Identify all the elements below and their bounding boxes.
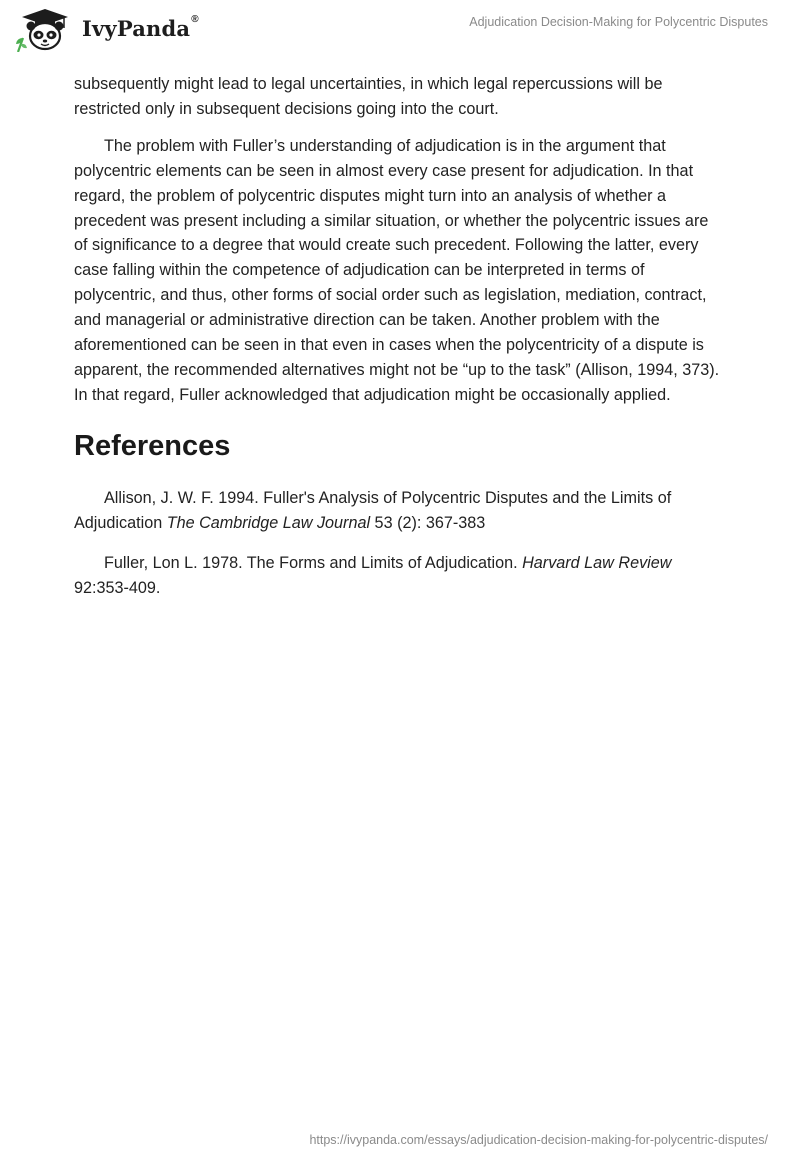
reference-text: Allison, J. W. F. 1994. Fuller's Analysis of Polycentric Disputes and the Limits of Adjudication [74,488,672,532]
page-header [0,0,800,62]
references-heading: References [74,429,231,462]
reference-text: Fuller, Lon L. 1978. The Forms and Limits of Adjudication. [104,553,523,572]
reference-item [74,486,724,536]
body-paragraph: subsequently might lead to legal uncertainties, in which legal repercussions will be restricted only in subsequent decisions going into the court. [74,75,663,118]
body-paragraph: The problem with Fuller’s understanding of adjudication is in the argument that polycentric elements can be seen in almost every case present for adjudication. In that regard, the problem of polycentric disputes might turn into an analysis of whether a precedent was present including a similar situation, or whether the polycentric issues are of significance to a degree that would create such precedent. Following the latter, every case falling within the competence of adjudication can be interpreted in terms of polycentric, and thus, other forms of social order such as legislation, mediation, contract, and managerial or administrative direction can be taken. Another problem with the aforementioned can be seen in that even in cases when the polycentricity of a dispute is apparent, the recommended alternatives might not be “up to the task” (Allison, 1994, 373). In that regard, Fuller acknowledged that adjudication might be occasionally applied. [74,136,720,404]
reference-journal: The Cambridge Law Journal [166,513,371,532]
document-body [74,72,724,615]
reference-details: 92:353-409. [74,578,161,597]
brand-name [82,13,199,41]
reference-item [74,551,724,601]
brand-name-text: IvyPanda [82,15,191,41]
brand-logo[interactable] [14,8,199,52]
document-title: Adjudication Decision-Making for Polycentric Disputes [469,15,768,29]
source-url-link[interactable]: https://ivypanda.com/essays/adjudication-decision-making-for-polycentric-disputes/ [309,1133,768,1147]
registered-mark: ® [191,13,199,25]
reference-details: 53 (2): 367-383 [370,513,486,532]
panda-graduate-icon [14,8,76,52]
reference-journal: Harvard Law Review [522,553,672,572]
